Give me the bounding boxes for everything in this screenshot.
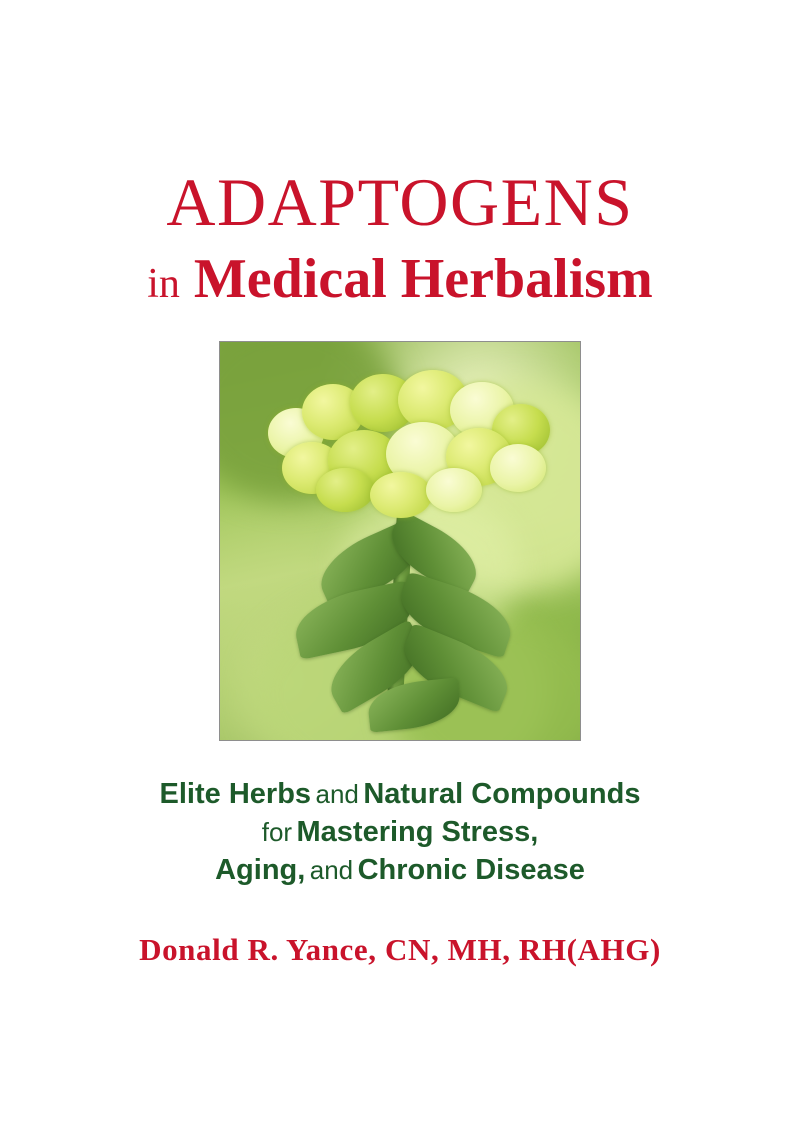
title-connector-word: in: [147, 261, 180, 307]
rhodiola-flower-photo: [220, 342, 580, 740]
subtitle-text: Elite Herbs: [159, 777, 312, 810]
subtitle-text: Natural Compounds: [363, 777, 641, 810]
flower-cluster: [258, 364, 558, 514]
subtitle-text: Chronic Disease: [357, 854, 585, 887]
subtitle-text: and: [315, 778, 359, 809]
cover-photo-frame: [219, 341, 581, 741]
subtitle-line-1: [90, 775, 710, 813]
cover-subtitle: [90, 775, 710, 890]
subtitle-line-2: [90, 813, 710, 851]
subtitle-text: Aging,: [215, 854, 306, 887]
subtitle-text: and: [309, 855, 354, 886]
page-subtitle-line: [147, 250, 652, 309]
subtitle-text: for: [261, 817, 293, 848]
subtitle-line-3: [90, 851, 710, 889]
subtitle-text: Mastering Stress,: [296, 816, 539, 849]
page-title: ADAPTOGENS: [166, 164, 634, 240]
title-secondary-text: Medical Herbalism: [193, 248, 653, 310]
author-name: Donald R. Yance, CN, MH, RH(AHG): [139, 931, 661, 967]
